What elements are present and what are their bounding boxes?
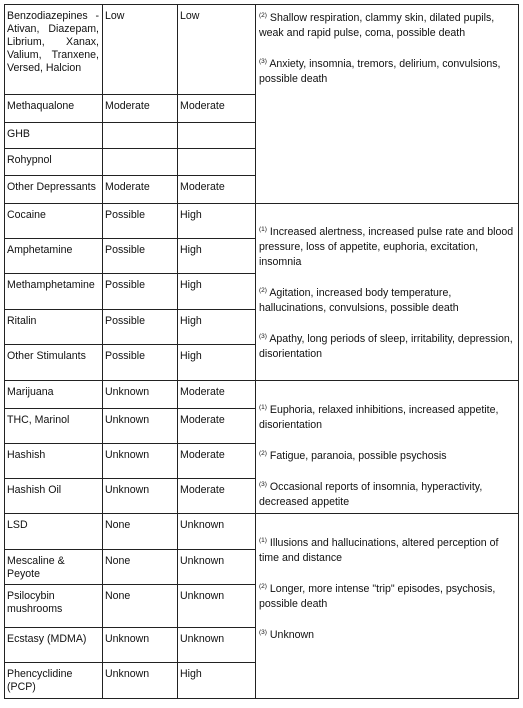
- effect-text: Increased alertness, increased pulse rate and blood pressure, loss of appetite, euphoria, excitation, insomnia: [259, 226, 514, 268]
- effect-text: Apathy, long periods of sleep, irritability, depression, disorientation: [259, 333, 513, 360]
- footnote-marker: (1): [259, 226, 267, 233]
- effect-entry: [259, 329, 514, 362]
- physical-dependence-cell: Unknown: [105, 668, 150, 680]
- drug-name-cell: Ritalin: [7, 315, 37, 327]
- psychological-dependence-cell: Unknown: [180, 519, 225, 531]
- effect-entry: [259, 400, 514, 433]
- psychological-dependence-cell: Unknown: [180, 633, 225, 645]
- drug-name-cell: Cocaine: [7, 209, 46, 221]
- psychological-dependence-cell: Moderate: [180, 386, 225, 398]
- footnote-marker: (3): [259, 481, 267, 488]
- drug-name-cell: Methaqualone: [7, 100, 75, 112]
- effect-entry: [259, 54, 514, 87]
- physical-dependence-cell: Possible: [105, 279, 146, 291]
- psychological-dependence-cell: Unknown: [180, 590, 225, 602]
- drug-name-cell: Phencyclidine (PCP): [7, 668, 73, 693]
- row-rule: [4, 344, 256, 345]
- row-rule: [4, 662, 256, 663]
- drug-name-cell: Methamphetamine: [7, 279, 95, 291]
- effect-entry: [259, 283, 514, 316]
- row-rule: [4, 513, 519, 514]
- physical-dependence-cell: None: [105, 519, 131, 531]
- row-rule: [4, 309, 256, 310]
- row-rule: [4, 380, 519, 381]
- row-rule: [4, 122, 256, 123]
- drug-name-cell: Amphetamine: [7, 244, 73, 256]
- physical-dependence-cell: Possible: [105, 350, 146, 362]
- row-rule: [4, 443, 256, 444]
- drug-name-cell: Hashish: [7, 449, 46, 461]
- effect-text: Occasional reports of insomnia, hyperactivity, decreased appetite: [259, 481, 483, 508]
- footnote-marker: (3): [259, 333, 267, 340]
- row-rule: [4, 408, 256, 409]
- drug-name-cell: Marijuana: [7, 386, 54, 398]
- psychological-dependence-cell: Moderate: [180, 414, 225, 426]
- column-rule: [518, 4, 519, 699]
- drug-name-cell: Mescaline & Peyote: [7, 555, 65, 580]
- effect-text: Illusions and hallucinations, altered perception of time and distance: [259, 537, 499, 564]
- row-rule: [4, 584, 256, 585]
- psychological-dependence-cell: Unknown: [180, 555, 225, 567]
- drug-name-cell: Rohypnol: [7, 154, 52, 166]
- psychological-dependence-cell: High: [180, 209, 202, 221]
- row-rule: [4, 549, 256, 550]
- drug-name-cell: Other Stimulants: [7, 350, 86, 362]
- psychological-dependence-cell: High: [180, 350, 202, 362]
- psychological-dependence-cell: Moderate: [180, 449, 225, 461]
- psychological-dependence-cell: High: [180, 279, 202, 291]
- physical-dependence-cell: Possible: [105, 209, 146, 221]
- psychological-dependence-cell: Moderate: [180, 181, 225, 193]
- effect-entry: [259, 625, 514, 643]
- drug-name-cell: Hashish Oil: [7, 484, 62, 496]
- footnote-marker: (1): [259, 537, 267, 544]
- physical-dependence-cell: Moderate: [105, 100, 150, 112]
- effects-cell: [259, 222, 514, 362]
- footnote-marker: (2): [259, 583, 267, 590]
- psychological-dependence-cell: High: [180, 668, 202, 680]
- psychological-dependence-cell: Moderate: [180, 100, 225, 112]
- drug-name-cell: Other Depressants: [7, 181, 96, 193]
- psychological-dependence-cell: Low: [180, 10, 200, 22]
- row-rule: [4, 238, 256, 239]
- effect-entry: [259, 579, 514, 612]
- footnote-marker: (3): [259, 629, 267, 636]
- row-rule: [4, 175, 256, 176]
- footnote-marker: (2): [259, 287, 267, 294]
- row-rule: [4, 94, 256, 95]
- physical-dependence-cell: None: [105, 555, 131, 567]
- effects-cell: [259, 400, 514, 510]
- row-rule: [4, 4, 519, 5]
- physical-dependence-cell: Unknown: [105, 414, 150, 426]
- effect-entry: [259, 446, 514, 464]
- footnote-marker: (1): [259, 404, 267, 411]
- row-rule: [4, 698, 519, 699]
- row-rule: [4, 478, 256, 479]
- physical-dependence-cell: Unknown: [105, 484, 150, 496]
- drug-name-cell: Psilocybin mushrooms: [7, 590, 63, 615]
- footnote-marker: (2): [259, 12, 267, 19]
- psychological-dependence-cell: High: [180, 315, 202, 327]
- physical-dependence-cell: None: [105, 590, 131, 602]
- effect-text: Fatigue, paranoia, possible psychosis: [269, 450, 447, 462]
- effect-text: Longer, more intense "trip" episodes, psychosis, possible death: [259, 583, 496, 610]
- physical-dependence-cell: Unknown: [105, 386, 150, 398]
- drug-name-cell: GHB: [7, 128, 30, 140]
- effect-text: Euphoria, relaxed inhibitions, increased appetite, disorientation: [259, 404, 499, 431]
- row-rule: [4, 148, 256, 149]
- column-rule: [4, 4, 5, 699]
- effect-text: Unknown: [269, 629, 315, 641]
- row-rule: [4, 273, 256, 274]
- effect-text: Agitation, increased body temperature, hallucinations, convulsions, possible death: [259, 287, 459, 314]
- physical-dependence-cell: Possible: [105, 244, 146, 256]
- drug-name-cell: LSD: [7, 519, 28, 531]
- effect-text: Shallow respiration, clammy skin, dilated pupils, weak and rapid pulse, coma, possible death: [259, 12, 495, 39]
- physical-dependence-cell: Possible: [105, 315, 146, 327]
- row-rule: [4, 627, 256, 628]
- physical-dependence-cell: Unknown: [105, 633, 150, 645]
- drug-name-cell: Benzodiazepines - Ativan, Diazepam, Librium, Xanax, Valium, Tranxene, Versed, Halcion: [7, 10, 99, 74]
- psychological-dependence-cell: High: [180, 244, 202, 256]
- effect-entry: [259, 533, 514, 566]
- effect-text: Anxiety, insomnia, tremors, delirium, convulsions, possible death: [259, 58, 501, 85]
- effect-entry: [259, 8, 514, 41]
- footnote-marker: (2): [259, 450, 267, 457]
- footnote-marker: (3): [259, 58, 267, 65]
- drug-name-cell: Ecstasy (MDMA): [7, 633, 87, 645]
- physical-dependence-cell: Moderate: [105, 181, 150, 193]
- physical-dependence-cell: Low: [105, 10, 125, 22]
- effect-entry: [259, 222, 514, 270]
- column-rule: [102, 4, 103, 699]
- row-rule: [4, 203, 519, 204]
- effects-cell: [259, 8, 514, 87]
- psychological-dependence-cell: Moderate: [180, 484, 225, 496]
- column-rule: [255, 4, 256, 699]
- effects-cell: [259, 533, 514, 643]
- physical-dependence-cell: Unknown: [105, 449, 150, 461]
- drug-name-cell: THC, Marinol: [7, 414, 70, 426]
- column-rule: [177, 4, 178, 699]
- effect-entry: [259, 477, 514, 510]
